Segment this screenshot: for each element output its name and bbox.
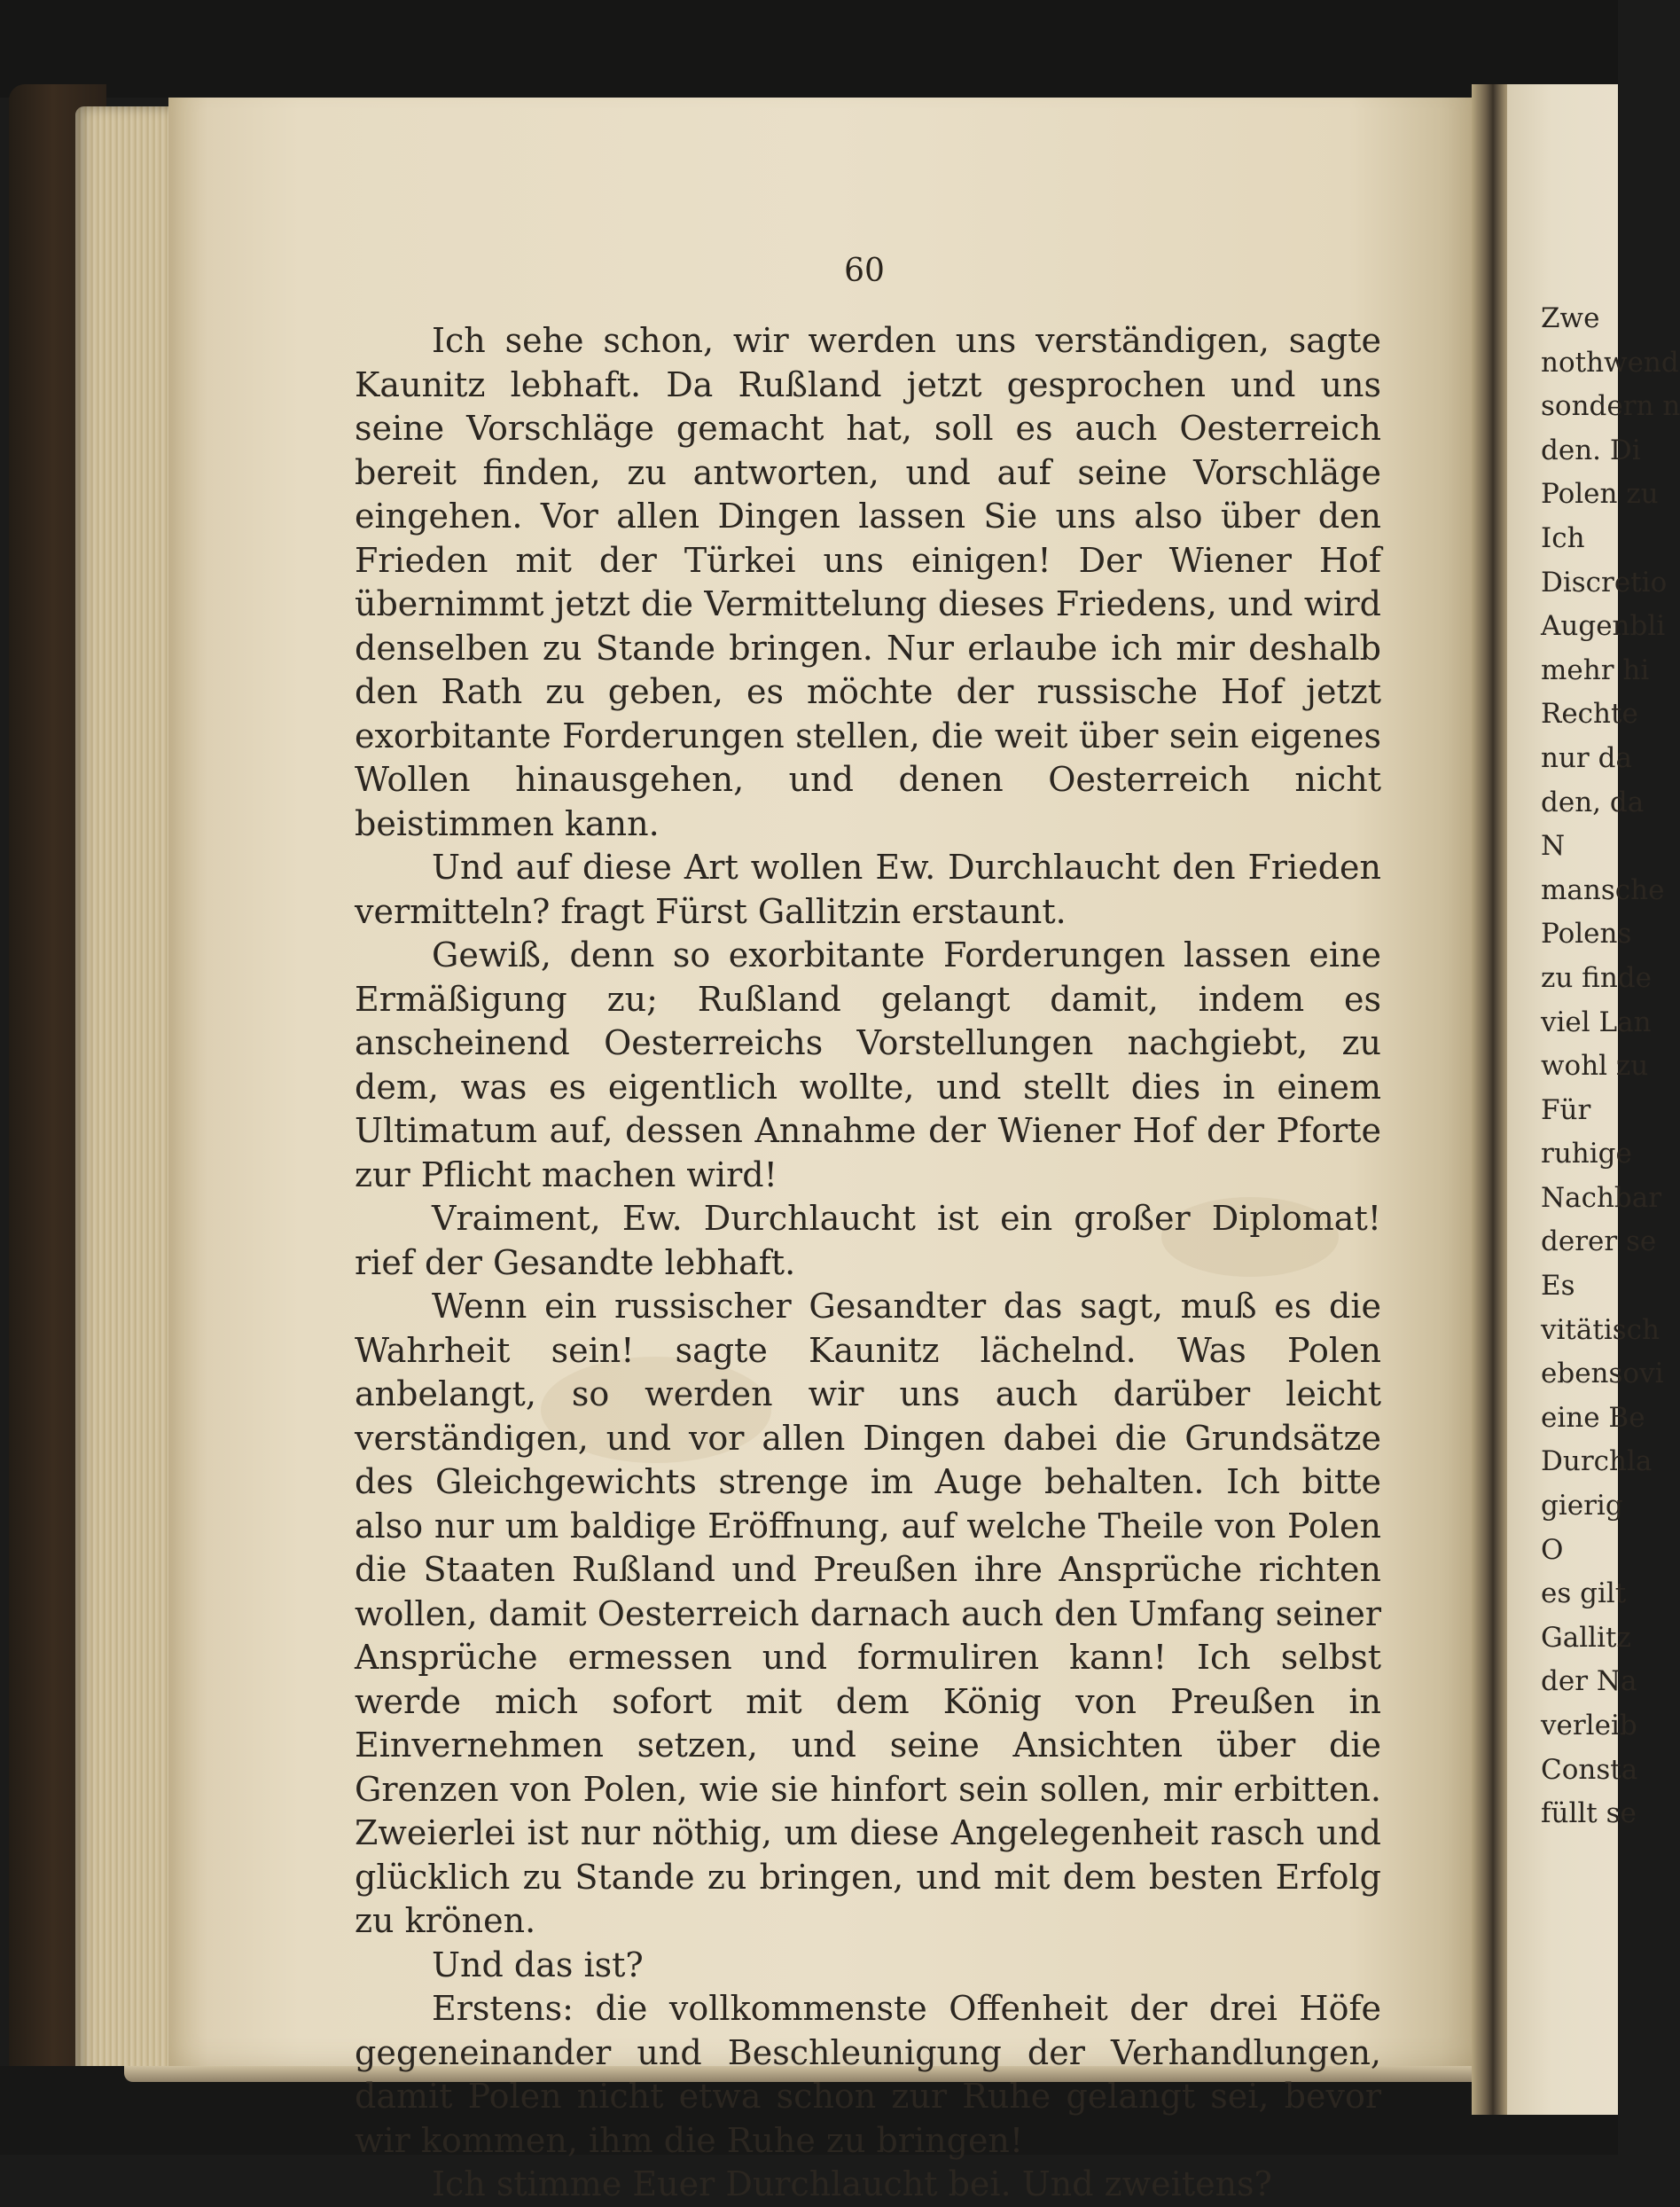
paragraph: Erstens: die vollkommenste Offenheit der drei Höfe gegeneinander und Beschleunigung der Verhandlungen, damit Polen nicht etwa schon zur Ruhe gelangt sei, bevor wir kommen, ihm die Ruhe zu bringen! bbox=[355, 1989, 1381, 2160]
facing-line: Discretio bbox=[1541, 566, 1668, 599]
paragraph: Wenn ein russischer Gesandter das sagt, muß es die Wahrheit sein! sagte Kaunitz lächelnd. Was Polen anbelangt, so werden wir uns auch darüber leicht verständigen, und vor allen Dingen dabei die Grundsätze des Gleichgewichts strenge im Auge behalten. Ich bitte also nur um baldige Eröffnung, auf welche Theile von Polen die Staaten Rußland und Preußen ihre Ansprüche richten wollen, damit Oesterreich darnach auch den Umfang seiner Ansprüche ermessen und formuliren kann! Ich selbst werde mich sofort mit dem König von Preußen in Einvernehmen setzen, und seine Ansichten über die Grenzen von Polen, wie sie hinfort sein sollen, mir erbitten. Zweierlei ist nur nöthig, um diese Angelegenheit rasch und glücklich zu Stande zu bringen, und mit dem besten Erfolg zu krönen. bbox=[355, 1287, 1381, 1940]
facing-line: füllt se bbox=[1541, 1797, 1637, 1830]
facing-line: Gallitz bbox=[1541, 1621, 1631, 1654]
facing-line: gierig bbox=[1541, 1490, 1623, 1522]
book-gutter bbox=[1472, 84, 1507, 2115]
facing-line: ebensovi bbox=[1541, 1358, 1664, 1390]
facing-line: nothwend bbox=[1541, 346, 1679, 379]
facing-line: viel Lan bbox=[1541, 1006, 1652, 1038]
facing-line: Polens bbox=[1541, 918, 1632, 951]
facing-line: der Na bbox=[1541, 1665, 1637, 1698]
facing-line: Ich bbox=[1541, 521, 1585, 554]
page-number: 60 bbox=[844, 253, 885, 289]
facing-line: wohl zu bbox=[1541, 1050, 1649, 1083]
facing-line: zu finde bbox=[1541, 961, 1652, 994]
facing-line: den, da bbox=[1541, 786, 1645, 818]
paragraph: Gewiß, denn so exorbitante Forderungen lassen eine Ermäßigung zu; Rußland gelangt damit, indem es anscheinend Oesterreichs Vorstellungen nachgiebt, zu dem, was es eigentlich wollte, und stellt dies in einem Ultimatum auf, dessen Annahme der Wiener Hof der Pforte zur Pflicht machen wird! bbox=[355, 935, 1381, 1194]
facing-line: O bbox=[1541, 1533, 1564, 1566]
background-top bbox=[0, 0, 1618, 98]
facing-line: Es bbox=[1541, 1270, 1575, 1303]
facing-line: ruhige bbox=[1541, 1138, 1632, 1170]
facing-line: Rechte bbox=[1541, 698, 1638, 731]
facing-line: derer se bbox=[1541, 1225, 1657, 1258]
facing-line: verleib bbox=[1541, 1710, 1637, 1741]
facing-line: vitätisch bbox=[1541, 1313, 1660, 1346]
facing-line: nur da bbox=[1541, 741, 1632, 774]
paragraph: Ich sehe schon, wir werden uns verständigen, sagte Kaunitz lebhaft. Da Rußland jetzt gesprochen und uns seine Vorschläge gemacht hat, soll es auch Oesterreich bereit finden, zu antworten, und auf seine Vorschläge eingehen. Vor allen Dingen lassen Sie uns also über den Frieden mit der Türkei uns einigen! Der Wiener Hof übernimmt jetzt die Vermittelung dieses Friedens, und wird denselben zu Stande bringen. Nur erlaube ich mir deshalb den Rath zu geben, es möchte der russische Hof jetzt exorbitante Forderungen stellen, die weit über sein eigenes Wollen hinausgehen, und denen Oesterreich nicht beistimmen kann. bbox=[355, 321, 1381, 843]
facing-line: Zwe bbox=[1541, 302, 1600, 334]
facing-line: eine Be bbox=[1541, 1401, 1645, 1434]
facing-line: Für bbox=[1541, 1093, 1591, 1126]
paragraph: Vraiment, Ew. Durchlaucht ist ein großer Diplomat! rief der Gesandte lebhaft. bbox=[355, 1199, 1381, 1282]
facing-line: Durchla bbox=[1541, 1445, 1653, 1478]
paragraph: Ich stimme Euer Durchlaucht bei. Und zweitens? bbox=[432, 2164, 1272, 2203]
facing-line: es gilt bbox=[1541, 1577, 1627, 1610]
paragraph: Und auf diese Art wollen Ew. Durchlaucht den Frieden vermitteln? fragt Fürst Gallitzin erstaunt. bbox=[355, 848, 1381, 931]
facing-line: sondern n bbox=[1541, 390, 1680, 423]
body-text bbox=[355, 319, 1381, 2207]
facing-line: Consta bbox=[1541, 1753, 1638, 1786]
page-edges bbox=[75, 106, 182, 2084]
facing-page-text bbox=[1541, 297, 1680, 1836]
facing-line: mehr hi bbox=[1541, 653, 1650, 686]
facing-line: mansche bbox=[1541, 873, 1665, 906]
facing-line: Nachbar bbox=[1541, 1181, 1662, 1214]
facing-line: Augenbli bbox=[1541, 610, 1666, 643]
facing-line: N bbox=[1541, 830, 1566, 863]
facing-line: Polen zu bbox=[1541, 478, 1659, 511]
paragraph: Und das ist? bbox=[432, 1945, 644, 1984]
facing-line: den. Di bbox=[1541, 434, 1641, 466]
